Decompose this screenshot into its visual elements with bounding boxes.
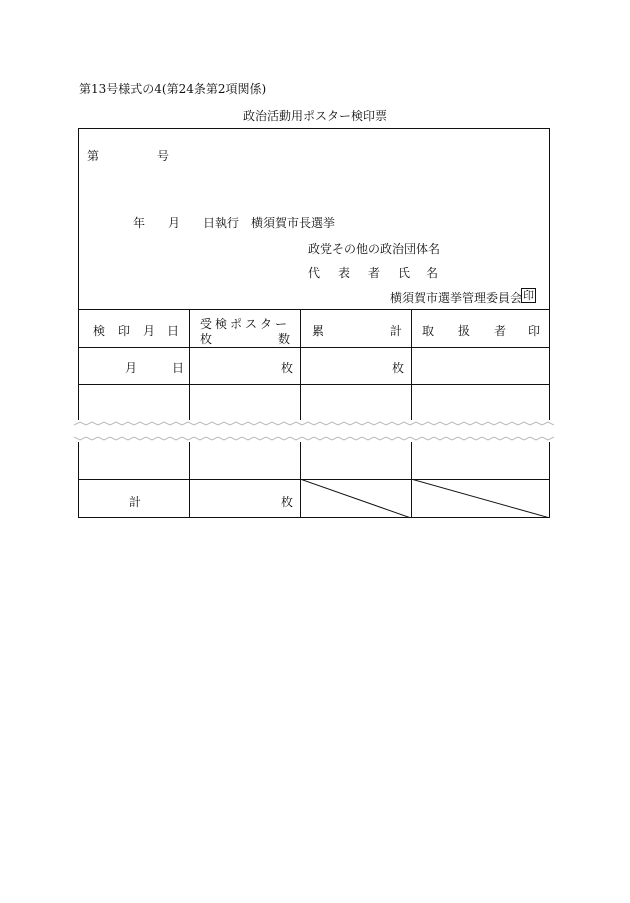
header-col1-char: 日 bbox=[167, 324, 180, 338]
total-handler-diagonal bbox=[411, 479, 550, 518]
table-header-bottom-line bbox=[78, 347, 550, 348]
header-col4-char: 取 bbox=[422, 324, 435, 338]
header-col1-char: 月 bbox=[143, 324, 156, 338]
row-count-unit: 枚 bbox=[281, 361, 294, 375]
header-col1-char: 印 bbox=[118, 324, 131, 338]
omission-break bbox=[74, 420, 554, 442]
rep-char: 氏 bbox=[398, 266, 411, 280]
total-label: 計 bbox=[129, 495, 142, 509]
form-number: 第13号様式の4(第24条第2項関係) bbox=[79, 82, 267, 96]
rep-char: 表 bbox=[338, 266, 351, 280]
table-top-line bbox=[78, 309, 550, 310]
header-col4-char: 者 bbox=[494, 324, 507, 338]
seal-box: 印 bbox=[523, 289, 534, 302]
row-line bbox=[78, 384, 550, 385]
header-col2-char: ポ bbox=[230, 317, 243, 331]
total-count-unit: 枚 bbox=[281, 495, 294, 509]
header-col2-char: 数 bbox=[278, 332, 291, 346]
row-day-unit: 日 bbox=[172, 361, 185, 375]
header-col2-char: 受 bbox=[200, 317, 213, 331]
number-prefix: 第 bbox=[87, 149, 100, 163]
row-cumulative-unit: 枚 bbox=[392, 361, 405, 375]
date-year: 年 bbox=[133, 216, 146, 230]
date-day-election: 日執行 横須賀市長選挙 bbox=[203, 216, 336, 230]
header-col2-char: タ bbox=[260, 317, 273, 331]
document-title: 政治活動用ポスター検印票 bbox=[242, 109, 387, 123]
number-suffix: 号 bbox=[157, 149, 170, 163]
total-cumulative-diagonal bbox=[300, 479, 411, 518]
date-month: 月 bbox=[168, 216, 181, 230]
row-month-unit: 月 bbox=[125, 361, 138, 375]
committee-name: 横須賀市選挙管理委員会 bbox=[390, 291, 523, 305]
header-col2-char: ー bbox=[275, 317, 288, 331]
col-line bbox=[189, 310, 190, 518]
header-col4-char: 印 bbox=[528, 324, 541, 338]
header-col2-char: 検 bbox=[215, 317, 228, 331]
rep-char: 者 bbox=[368, 266, 381, 280]
rep-char: 代 bbox=[308, 266, 321, 280]
rep-char: 名 bbox=[426, 266, 439, 280]
header-col2-char: ス bbox=[245, 317, 258, 331]
header-col2-char: 枚 bbox=[200, 332, 213, 346]
header-col4-char: 扱 bbox=[458, 324, 471, 338]
header-col1-char: 検 bbox=[93, 324, 106, 338]
header-col3-char: 累 bbox=[312, 324, 325, 338]
header-col3-char: 計 bbox=[390, 324, 403, 338]
party-label: 政党その他の政治団体名 bbox=[308, 242, 441, 256]
